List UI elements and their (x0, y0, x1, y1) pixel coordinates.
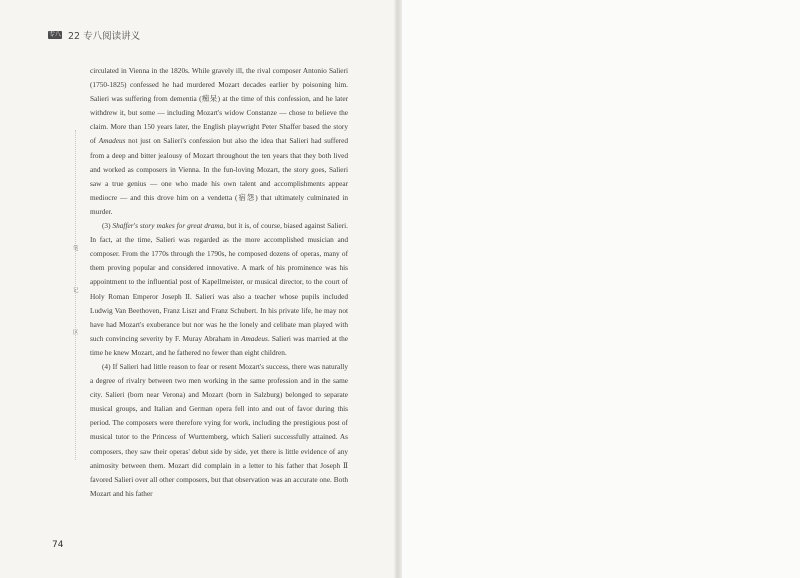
italic-phrase: Shaffer's story makes for great drama (112, 221, 224, 231)
italic-title: Amadeus (98, 136, 126, 146)
header-title: 22 专八阅读讲义 (68, 31, 141, 42)
paragraph-continued (90, 64, 348, 219)
paragraph-text: (4) If Salieri had little reason to fear or resent Mozart's success, there was naturally a degree of rivalry between two men working in the same profession and in the same city. Salieri (born near Verona) and Mozart (born in Salzburg) belonged to separate musical groups, and Italian and German opera fell into and out of favor during this period. The composers were therefore vying for work, including the prestigious post of musical tutor to the Princess of Wurttemberg, which Salieri successfully attained. As composers, they saw their operas' debut side by side, yet there is little evidence of any animosity between them. Mozart did complain in a letter to his father that Joseph Ⅱ favored Salieri over all other composers, but that observation was an accurate one. Both Mozart and his father (90, 361, 348, 498)
paragraph-text: circulated in Vienna in the 1820s. While gravely ill, the rival composer Antonio Salieri (1750-1825) confessed he had murdered Mozart decades earlier by poisoning him. Salieri was suffering from dementia (痴呆) at the time of this confession, and he later withdrew it, but some — including Mozart's widow Constanze — chose to believe the claim. More than 150 years later, the English playwright Peter Shaffer based the story of (90, 66, 348, 146)
notes-margin-line (75, 130, 76, 460)
italic-title: Amadeus (241, 333, 268, 343)
paragraph-3 (90, 219, 348, 360)
paragraph-number: (3) (102, 221, 113, 231)
book-badge-icon: 专八 (48, 31, 61, 38)
paragraph-4 (90, 360, 348, 501)
running-header (48, 28, 140, 42)
margin-note-2: 记 (73, 288, 79, 294)
book-spine (394, 0, 402, 578)
right-page-blank (398, 0, 800, 578)
article-body (90, 64, 348, 501)
paragraph-text: , but it is, of course, biased against Salieri. In fact, at the time, Salieri was regarded as the more accomplished musician and composer. From the 1770s through the 1790s, he composed dozens of operas, many of them proving popular and considered innovative. A mark of his prominence was his appointment to the influential post of Kapellmeister, or musical director, to the court of Holy Roman Emperor Joseph II. Salieri was also a teacher whose pupils included Ludwig Van Beethoven, Franz Liszt and Franz Schubert. In his private life, he may not have had Mozart's exuberance but nor was he the lonely and celibate man played with such convincing severity by F. Muray Abraham in (90, 221, 348, 343)
paragraph-text: . Salieri was married at the time he knew Mozart, and he fathered no fewer than eight children. (90, 333, 348, 357)
page-number: 74 (52, 540, 64, 550)
margin-note-1: 笔 (73, 246, 79, 252)
margin-note-3: 区 (73, 330, 79, 336)
paragraph-text: not just on Salieri's confession but also the idea that Salieri had suffered from a deep and bitter jealousy of Mozart throughout the ten years that they both lived and worked as composers in Vienna. In the fun-loving Mozart, the story goes, Salieri saw a true genius — one who made his own talent and accomplishments appear mediocre — and this drove him on a vendetta (宿怨) that ultimately culminated in murder. (90, 136, 348, 216)
